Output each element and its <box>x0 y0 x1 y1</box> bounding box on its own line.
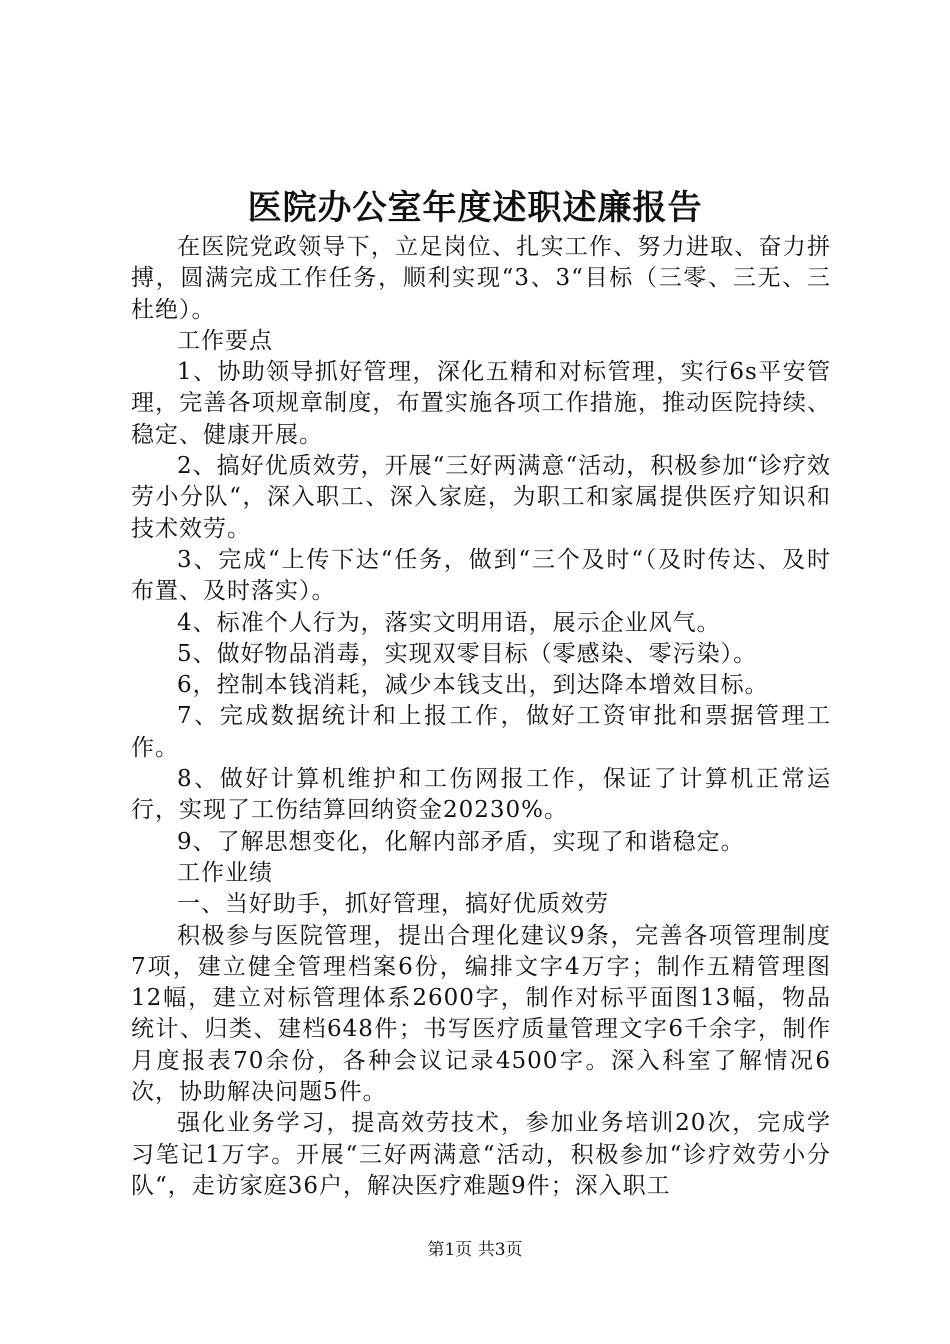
document-body <box>131 232 831 1202</box>
paragraph: 3、完成“上传下达“任务，做到“三个及时“（及时传达、及时布置、及时落实）。 <box>131 546 831 605</box>
paragraph: 6，控制本钱消耗，减少本钱支出，到达降本增效目标。 <box>177 672 769 699</box>
paragraph: 2、搞好优质效劳，开展“三好两满意“活动，积极参加“诊疗效劳小分队“，深入职工、深入家庭，为职工和家属提供医疗知识和技术效劳。 <box>131 453 831 542</box>
paragraph: 9、了解思想变化，化解内部矛盾，实现了和谐稳定。 <box>177 828 745 855</box>
section-heading: 工作要点 <box>177 327 273 354</box>
paragraph: 4、标准个人行为，落实文明用语，展示企业风气。 <box>177 609 721 636</box>
paragraph: 8、做好计算机维护和工伤网报工作，保证了计算机正常运行，实现了工伤结算回纳资金20230%。 <box>131 766 831 824</box>
paragraph: 7、完成数据统计和上报工作，做好工资审批和票据管理工作。 <box>131 703 831 761</box>
paragraph: 5、做好物品消毒，实现双零目标（零感染、零污染）。 <box>177 640 758 667</box>
section-heading: 工作业绩 <box>177 859 273 886</box>
paragraph: 强化业务学习，提高效劳技术，参加业务培训20次，完成学习笔记1万字。开展“三好两满意“活动，积极参加“诊疗效劳小分队“，走访家庭36户，解决医疗难题9件；深入职工 <box>131 1110 831 1199</box>
page-title: 医院办公室年度述职述廉报告 <box>247 188 703 228</box>
page-footer: 第1页 共3页 <box>427 1240 523 1260</box>
paragraph: 在医院党政领导下，立足岗位、扎实工作、努力进取、奋力拼搏，圆满完成工作任务，顺利实现“3、3“目标（三零、三无、三杜绝）。 <box>131 234 831 323</box>
subsection-heading: 一、当好助手，抓好管理，搞好优质效劳 <box>177 891 609 918</box>
paragraph: 积极参与医院管理，提出合理化建议9条，完善各项管理制度7项，建立健全管理档案6份，编排文字4万字；制作五精管理图12幅，建立对标管理体系2600字，制作对标平面图13幅，物品统计、归类、建档648件；书写医疗质量管理文字6千余字，制作月度报表70余份，各种会议记录4500字。深入科室了解情况6次，协助解决问题5件。 <box>131 922 831 1106</box>
paragraph: 1、协助领导抓好管理，深化五精和对标管理，实行6s平安管理，完善各项规章制度，布置实施各项工作措施，推动医院持续、稳定、健康开展。 <box>131 359 831 448</box>
